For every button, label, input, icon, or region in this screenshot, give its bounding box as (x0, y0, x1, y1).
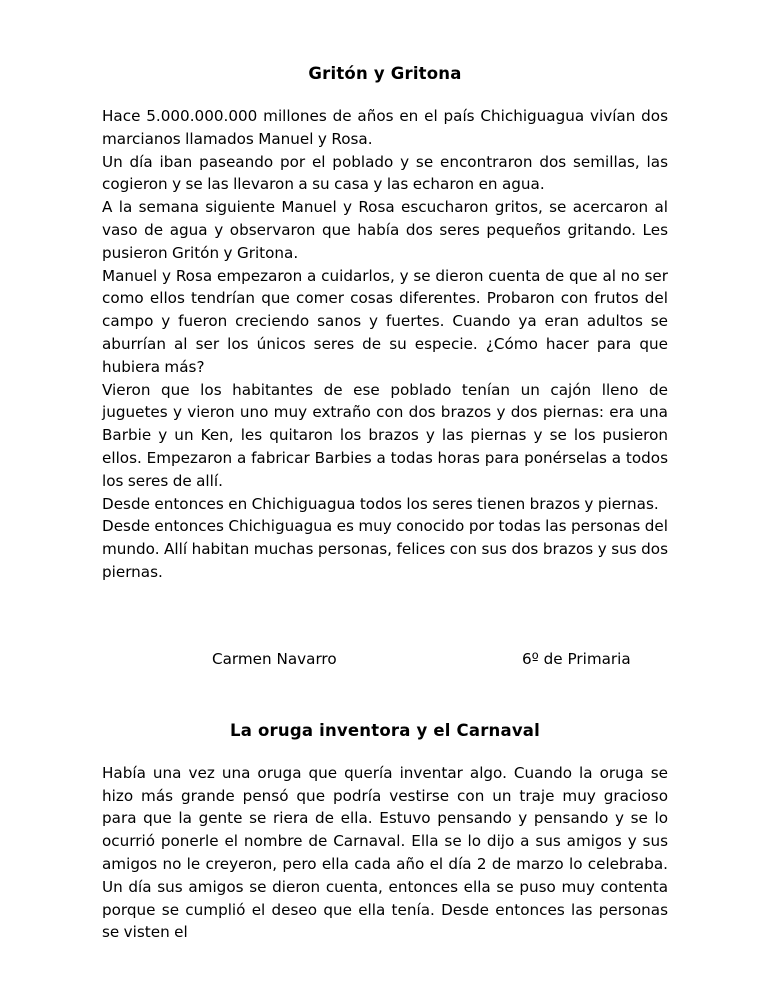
story-body-griton (102, 105, 668, 584)
story-body-oruga (102, 762, 668, 944)
story-paragraph: A la semana siguiente Manuel y Rosa escucharon gritos, se acercaron al vaso de agua y observaron que había dos seres pequeños gritando. Les pusieron Gritón y Gritona. (102, 198, 668, 262)
story-paragraph: Vieron que los habitantes de ese poblado tenían un cajón lleno de juguetes y vieron uno muy extraño con dos brazos y dos piernas: era una Barbie y un Ken, les quitaron los brazos y las piernas y se los pusieron ellos. Empezaron a fabricar Barbies a todas horas para ponérselas a todos los seres de allí. (102, 380, 668, 490)
story-paragraph: Había una vez una oruga que quería inventar algo. Cuando la oruga se hizo más grande pensó que podría vestirse con un traje muy gracioso para que la gente se riera de ella. Estuvo pensando y pensando y se lo ocurrió ponerle el nombre de Carnaval. Ella se lo dijo a sus amigos y sus amigos no le creyeron, pero ella cada año el día 2 de marzo lo celebraba. Un día sus amigos se dieron cuenta, entonces ella se puso muy contenta porque se cumplió el deseo que ella tenía. Desde entonces las personas se visten el (102, 763, 668, 942)
story-paragraph: Manuel y Rosa empezaron a cuidarlos, y se dieron cuenta de que al no ser como ellos tendrían que comer cosas diferentes. Probaron con frutos del campo y fueron creciendo sanos y fuertes. Cuando ya eran adultos se aburrían al ser los únicos seres de su especie. ¿Cómo hacer para que hubiera más? (102, 266, 668, 376)
author-name: Carmen Navarro (212, 649, 337, 668)
story-title-oruga: La oruga inventora y el Carnaval (230, 720, 540, 740)
story-title-griton: Gritón y Gritona (308, 64, 462, 83)
story-paragraph: Desde entonces Chichiguagua es muy conocido por todas las personas del mundo. Allí habitan muchas personas, felices con sus dos brazos y sus dos piernas. (102, 517, 668, 581)
author-signature (102, 647, 668, 671)
story-paragraph: Un día iban paseando por el poblado y se encontraron dos semillas, las cogieron y se las llevaron a su casa y las echaron en agua. (102, 152, 668, 194)
story-paragraph: Hace 5.000.000.000 millones de años en el país Chichiguagua vivían dos marcianos llamados Manuel y Rosa. (102, 107, 668, 148)
author-grade: 6º de Primaria (522, 649, 631, 668)
story-paragraph: Desde entonces en Chichiguagua todos los seres tienen brazos y piernas. (102, 494, 659, 513)
document-page (102, 62, 668, 944)
